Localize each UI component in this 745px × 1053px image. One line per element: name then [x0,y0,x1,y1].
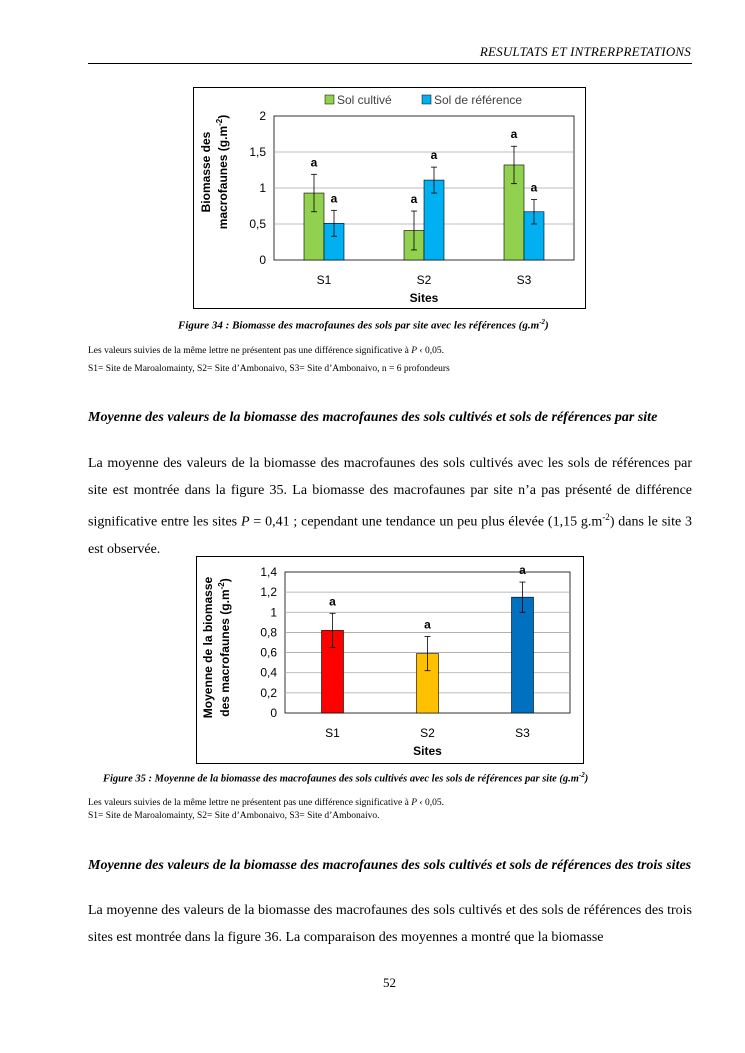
y-axis-title-end: ) [218,578,232,583]
figure-34-note-2: S1= Site de Maroalomainty, S2= Site d’Ambonaivo, S3= Site d’Ambonaivo, n = 6 profondeurs [88,364,450,374]
x-tick-label: S1 [316,273,332,287]
y-tick-label: 0 [270,706,277,720]
y-axis-title-sup: -2 [215,118,224,126]
significance-letter: a [329,594,336,609]
significance-letter: a [424,617,431,632]
y-tick-label: 1 [259,181,266,195]
figure-35-note-1-end: ‹ 0,05. [417,798,444,808]
significance-letter: a [330,191,338,206]
y-axis-title-end: ) [216,114,230,119]
figure-35-svg [197,557,583,763]
y-tick-label: 0,6 [260,645,277,660]
y-tick-label: 0,4 [260,665,277,680]
y-tick-label: 1,2 [260,585,277,600]
header-rule [88,63,692,64]
figure-34-note-1-end: ‹ 0,05. [417,346,444,356]
legend-label-2: Sol de référence [434,93,523,107]
section-1-text-c: ) dans le site 3 est observée. [88,514,693,557]
figure-34-caption-text: Figure 34 : Biomasse des macrofaunes des sols par site avec les références (g.m [178,319,540,332]
x-tick-label: S1 [325,726,340,740]
figure-34-caption-sup: -2 [539,318,545,326]
y-tick-label: 1 [270,605,277,620]
section-1-paragraph [88,450,692,563]
figure-35-note-1 [88,798,444,808]
significance-letter: a [510,127,518,142]
figure-35-caption-sup: -2 [578,771,585,779]
section-1-text-sup: -2 [602,512,610,522]
x-tick-label: S2 [416,273,432,287]
legend-swatch-2 [422,95,431,104]
y-axis-title-sup: -2 [217,582,226,590]
x-axis-title: Sites [409,291,439,305]
page-number: 52 [383,975,396,990]
figure-34-chart [193,87,586,309]
x-axis-title: Sites [413,744,442,758]
significance-letter: a [310,155,318,170]
figure-35-caption-end: ) [584,773,589,785]
significance-letter: a [530,180,538,195]
y-tick-label: 2 [259,109,266,123]
y-tick-label: 0,5 [249,217,266,231]
section-2-heading: Moyenne des valeurs de la biomasse des macrofaunes des sols cultivés et sols de références des trois sites [88,858,692,873]
figure-35-chart [196,556,584,764]
figure-34-note-1 [88,346,444,356]
y-axis-title-line-2 [217,578,232,717]
section-1-text-p: P [240,514,250,530]
x-tick-label: S3 [516,273,532,287]
figure-35-caption [103,771,588,785]
figure-35-note-2: S1= Site de Maroalomainty, S2= Site d’Ambonaivo, S3= Site d’Ambonaivo. [88,811,380,821]
y-tick-label: 1,5 [249,145,266,159]
running-header: RESULTATS ET INTRERPRETATIONS [479,44,691,59]
figure-34-caption [178,318,549,332]
section-1-text-a: La moyenne des valeurs de la biomasse des macrofaunes des sols cultivés avec les sols de références par site est montrée dans la figure 35. La biomasse des macrofaunes par site n’a pas présenté de différence significative entre les sites [88,456,692,530]
figure-34-note-1-text: Les valeurs suivies de la même lettre ne présentent pas une différence significative à [88,346,412,356]
y-axis-title-text: macrofaunes (g.m [216,125,230,230]
figure-34-note-1-p: P [411,346,418,356]
y-axis-title-text: des macrofaunes (g.m [218,589,232,717]
figure-34-svg [194,88,585,308]
legend-swatch-1 [325,95,334,104]
y-tick-label: 1,4 [260,565,277,579]
significance-letter: a [519,563,526,578]
legend-label-1: Sol cultivé [337,93,392,107]
x-tick-label: S3 [515,726,530,740]
figure-35-note-1-text: Les valeurs suivies de la même lettre ne présentent pas une différence significative à [88,798,412,808]
y-axis-title-line-1: Moyenne de la biomasse [201,576,215,719]
y-axis-title-line-2 [215,115,230,229]
section-1-text-b: = 0,41 ; cependant une tendance un peu plus élevée (1,15 g.m [249,514,603,530]
y-tick-label: 0 [259,253,266,267]
y-axis-title-line-1: Biomasse des [199,131,213,213]
section-2-paragraph: La moyenne des valeurs de la biomasse des macrofaunes des sols cultivés et des sols de références des trois sites est montrée dans la figure 36. La comparaison des moyennes a montré que la biomasse [88,903,692,945]
y-tick-label: 0,8 [260,625,277,640]
figure-34-caption-end: ) [544,319,549,332]
section-1-heading: Moyenne des valeurs de la biomasse des macrofaunes des sols cultivés et sols de références par site [88,410,658,425]
bar-s3-series-1 [512,597,534,713]
figure-35-note-1-p: P [411,798,418,808]
x-tick-label: S2 [420,726,435,740]
y-tick-label: 0,2 [260,685,277,700]
figure-35-caption-text: Figure 35 : Moyenne de la biomasse des macrofaunes des sols cultivés avec les sols de références par site (g.m [103,773,579,785]
significance-letter: a [410,192,418,207]
significance-letter: a [430,148,438,163]
